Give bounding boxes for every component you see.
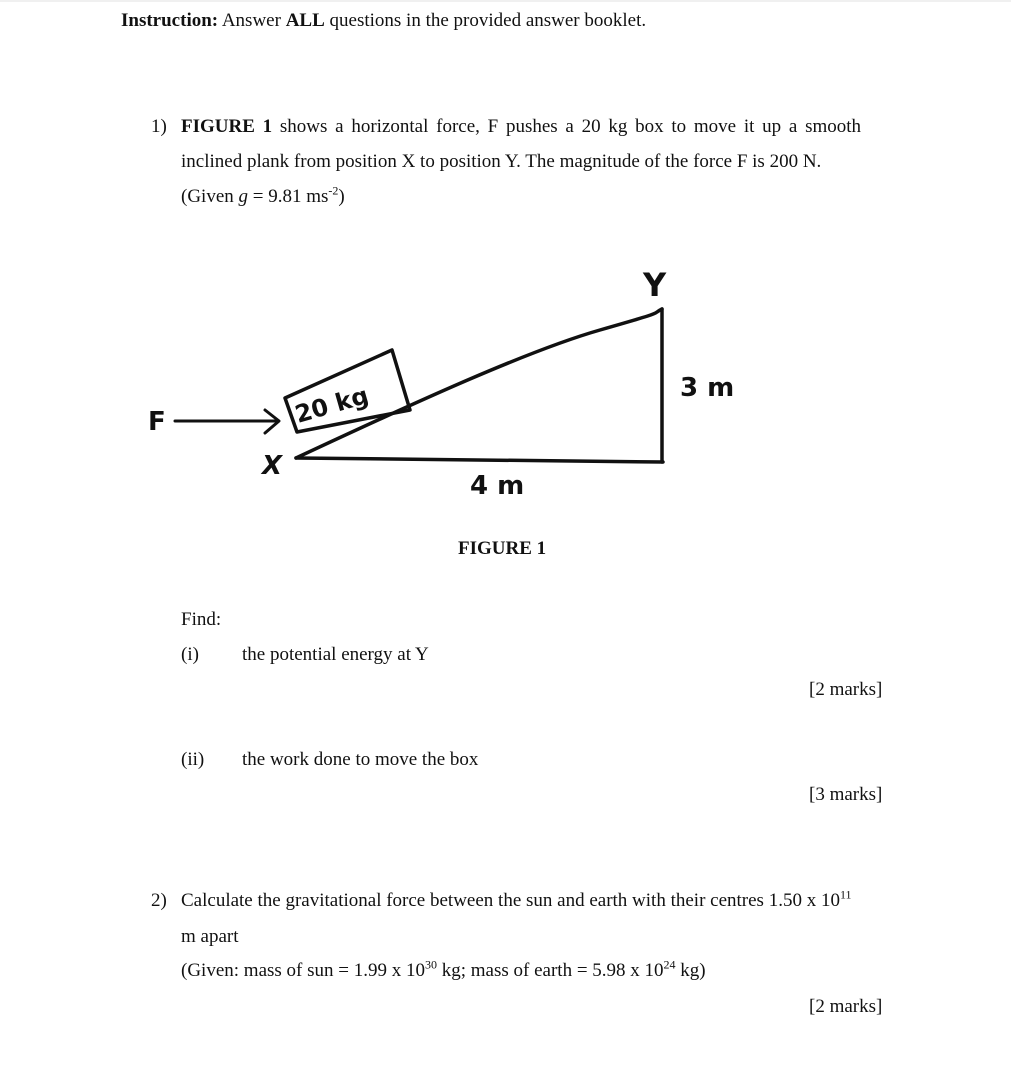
force-label: F [148,407,166,437]
find-label: Find: [181,609,222,630]
q1-given-g: g [238,186,249,207]
instruction-text-bold: ALL [285,10,325,31]
q2-line2: m apart [181,926,239,947]
q2-line1 [181,887,852,912]
figure-caption: FIGURE 1 [458,538,547,559]
point-y-label: Y [643,266,667,304]
point-x-label: X [262,451,283,481]
instruction-label: Instruction: [121,10,219,31]
q2-earth-exponent: 24 [663,957,676,972]
box-label: 20 kg [291,381,372,429]
instruction-text-b: questions in the provided answer booklet. [324,10,647,31]
q1-given-close: ) [338,186,345,207]
part-ii-text: the work done to move the box [242,749,479,770]
base-label: 4 m [470,471,525,501]
q1-given-value: = 9.81 ms [248,186,329,207]
q1-given-open: (Given [181,186,239,207]
part-ii-marks: [3 marks] [809,784,883,805]
instruction-text-a: Answer [221,10,286,31]
q2-line3 [181,957,706,982]
q2-distance-exponent: 11 [839,887,852,902]
part-i-marks: [2 marks] [809,679,883,700]
q2-marks: [2 marks] [809,996,883,1017]
incline-slope [296,309,662,458]
q1-given-exponent: -2 [328,183,339,198]
q1-line2: inclined plank from position X to position Y. The magnitude of the force F is 200 N. [181,151,822,172]
part-ii-number: (ii) [181,749,205,770]
q2-given-earth: kg; mass of earth = 5.98 x 10 [436,960,664,981]
q1-line1-rest: shows a horizontal force, F pushes a 20 kg box to move it up a smooth [272,116,862,137]
part-i-number: (i) [181,644,199,665]
q1-number: 1) [151,116,167,137]
part-i-text: the potential energy at Y [242,644,429,665]
q2-sun-exponent: 30 [424,957,437,972]
q2-given-close: kg) [675,960,706,981]
q1-figure-ref: FIGURE 1 [181,116,273,137]
q2-given-sun: (Given: mass of sun = 1.99 x 10 [181,960,425,981]
height-label: 3 m [680,373,735,403]
q2-number: 2) [151,890,167,911]
incline-base [296,458,663,462]
q2-line1-text: Calculate the gravitational force between the sun and earth with their centres 1.50 x 10 [181,890,840,911]
